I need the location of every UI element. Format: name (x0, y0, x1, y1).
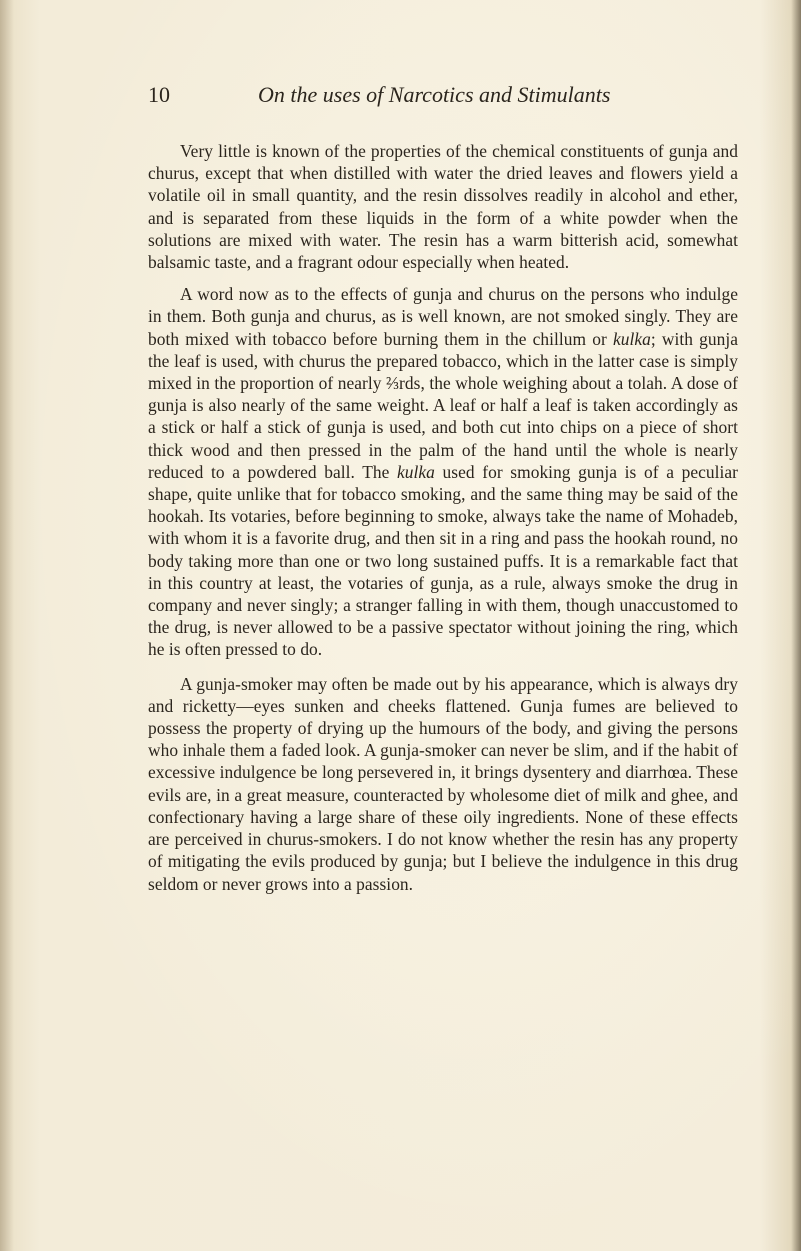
binding-shadow (0, 0, 14, 1251)
italic-term: kulka (397, 461, 435, 482)
paragraph: A gunja-smoker may often be made out by his appearance, which is always dry and ricketty—eyes sunken and cheeks flattened. Gunja fumes are believed to possess the property of drying up the humours of the body, and giving the persons who inhale them a faded look. A gunja-smoker can never be slim, and if the habit of excessive indulgence be long persevered in, it brings dysentery and diarrhœa. These evils are, in a great measure, counteracted by wholesome diet of milk and ghee, and confectionary having a large share of these oily ingredients. None of these effects are perceived in churus-smokers. I do not know whether the resin has any property of mitigating the evils produced by gunja; but I believe the indulgence in this drug seldom or never grows into a passion. (148, 673, 738, 894)
page-number: 10 (148, 82, 170, 107)
paragraph: A word now as to the effects of gunja and churus on the persons who indulge in them. Both gunja and churus, as is well known, are not smoked singly. They are both mixed with tobacco before burning them in the chillum or kulka; with gunja the leaf is used, with churus the prepared tobacco, which in the latter case is simply mixed in the proportion of nearly ⅔rds, the whole weighing about a tolah. A dose of gunja is also nearly of the same weight. A leaf or half a leaf is taken accordingly as a stick or half a stick of gunja is used, and both cut into chips on a piece of short thick wood and then pressed in the palm of the hand until the whole is nearly reduced to a powdered ball. The kulka used for smoking gunja is of a peculiar shape, quite unlike that for tobacco smoking, and the same thing may be said of the hookah. Its votaries, before beginning to smoke, always take the name of Mohadeb, with whom it is a favorite drug, and then sit in a ring and pass the hookah round, no body taking more than one or two long sustained puffs. It is a remarkable fact that in this country at least, the votaries of gunja, as a rule, always smoke the drug in company and never singly; a stranger falling in with them, though unaccustomed to the drug, is never allowed to be a passive spectator without joining the ring, which he is often pressed to do. (148, 284, 738, 660)
body-text (148, 140, 738, 905)
running-head: On the uses of Narcotics and Stimulants (258, 82, 611, 107)
page-header (148, 82, 708, 116)
paragraph: Very little is known of the properties of the chemical constituents of gunja and churus, except that when distilled with water the dried leaves and flowers yield a volatile oil in small quantity, and the resin dissolves readily in alcohol and ether, and is separated from these liquids in the form of a white powder when the solutions are mixed with water. The resin has a warm bitterish acid, somewhat balsamic taste, and a fragrant odour especially when heated. (148, 141, 738, 273)
page-edge-shadow (791, 0, 801, 1251)
italic-term: kulka (612, 328, 651, 349)
